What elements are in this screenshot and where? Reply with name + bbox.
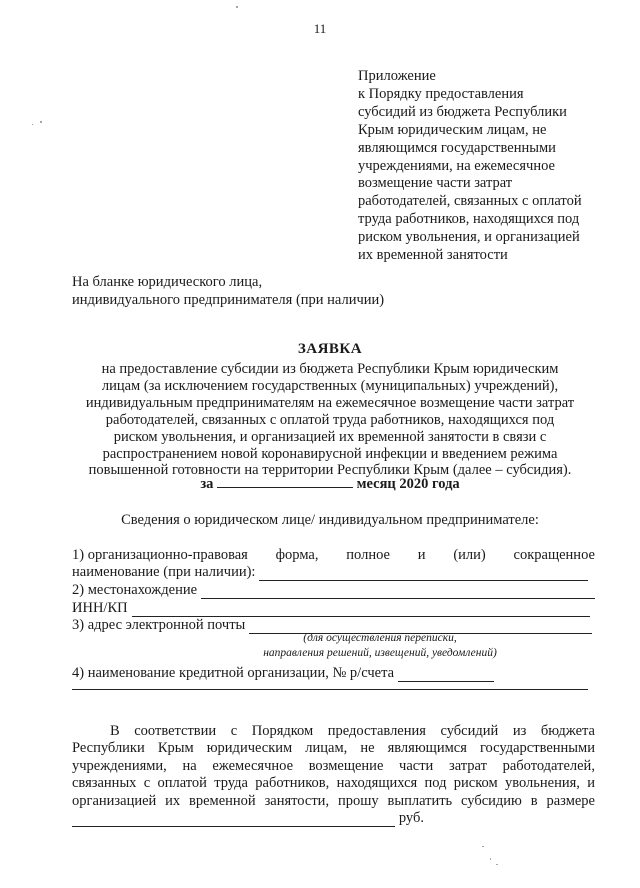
word: увольнения, — [505, 775, 580, 792]
page-number: 11 — [313, 21, 327, 36]
word: юридическим — [206, 740, 293, 757]
paragraph-line — [72, 740, 595, 757]
word: под — [424, 775, 447, 792]
appendix-line: их временной занятости — [358, 247, 508, 264]
word: ежемесячное — [212, 757, 294, 774]
field-3-label: 3) адрес электронной почты — [72, 617, 246, 633]
word: находящихся — [336, 775, 418, 792]
appendix-line: возмещение части затрат — [358, 175, 513, 192]
field-1-row — [72, 563, 588, 581]
word: субсидий — [440, 723, 499, 739]
field-2-label: 2) местонахождение — [72, 582, 198, 598]
word: соответствии — [134, 723, 217, 739]
letterhead-note — [72, 274, 384, 309]
word: на — [182, 757, 197, 774]
subtitle-line: работодателей, связанных с оплатой труда работников, находящихся под — [105, 411, 555, 428]
month-line — [60, 474, 600, 493]
letterhead-line: индивидуального предпринимателя (при наличии) — [72, 291, 385, 308]
appendix-line: риском увольнения, и организацией — [358, 229, 580, 246]
appendix-block — [358, 68, 608, 265]
word: занятости, — [264, 792, 330, 809]
scan-speck — [496, 864, 498, 865]
word: оплатой — [157, 775, 207, 792]
field-4-label: 4) наименование кредитной организации, № р/счета — [72, 665, 395, 681]
field-1-word: (или) — [453, 547, 486, 563]
word: труда — [214, 775, 248, 792]
month-prefix: за — [200, 476, 214, 492]
letterhead-line: На бланке юридического лица, — [72, 274, 263, 290]
field-1-word: и — [417, 547, 426, 563]
amount-input-line[interactable] — [72, 813, 395, 827]
month-blank[interactable] — [217, 474, 353, 488]
field-1-label-2: наименование (при наличии): — [72, 564, 256, 580]
field-1-word: сокращенное — [513, 547, 595, 563]
note-line: направления решений, извещений, уведомлений) — [263, 647, 497, 659]
inn-row — [72, 599, 590, 617]
word: временной — [189, 792, 256, 809]
appendix-line: труда работников, находящихся под — [358, 211, 580, 228]
field-1-label — [72, 546, 595, 564]
subtitle-line: повышенной готовности на территории Республики Крым (далее – субсидия). — [88, 462, 572, 479]
section-title: Сведения о юридическом лице/ индивидуальном предпринимателе: — [121, 512, 539, 528]
word: работодателей, — [502, 757, 595, 774]
word: с — [230, 723, 238, 739]
paragraph-line — [72, 775, 595, 792]
word: размере — [546, 792, 595, 809]
word: организацией — [72, 792, 157, 809]
subtitle-line: лицам (за исключением государственных (муниципальных) учреждений), — [101, 377, 559, 394]
subtitle-line: распространением новой коронавирусной инфекции и введением режима — [102, 445, 558, 462]
word: лицам, — [305, 740, 348, 757]
document-title: ЗАЯВКА — [297, 341, 363, 357]
org-name-input-line[interactable] — [259, 567, 588, 581]
field-3-note — [110, 631, 640, 661]
subtitle-line: риском увольнения, и организацией их временной занятости в связи с — [113, 428, 547, 445]
subtitle-line: на предоставление субсидии из бюджета Республики Крым юридическим — [101, 361, 559, 377]
field-1-word: форма, — [275, 547, 319, 563]
word: работников, — [255, 775, 330, 792]
bank-account-input-line[interactable] — [398, 668, 494, 682]
word: с — [143, 775, 151, 792]
paragraph-line — [72, 723, 595, 740]
field-2-row — [72, 581, 595, 599]
word: их — [165, 792, 181, 809]
word: выплатить — [387, 792, 453, 809]
word: связанных — [72, 775, 137, 792]
document-subtitle — [60, 361, 600, 479]
field-4-row — [72, 664, 494, 682]
field-1-word: полное — [346, 547, 390, 563]
paragraph-line — [72, 793, 595, 810]
scan-speck — [40, 121, 42, 123]
month-suffix: месяц 2020 года — [356, 476, 460, 492]
word: из — [512, 723, 527, 739]
word: Крым — [157, 740, 194, 757]
word: риском — [453, 775, 498, 792]
appendix-line: работодателей, связанных с оплатой — [358, 193, 582, 210]
word: бюджета — [540, 723, 595, 739]
word: учреждениями, — [72, 757, 167, 774]
word: являющимся — [387, 740, 467, 757]
word: В — [110, 723, 120, 739]
word: части — [399, 757, 434, 774]
scan-speck — [32, 124, 33, 125]
word: возмещение — [308, 757, 384, 774]
word: субсидию — [461, 792, 522, 809]
word: и — [587, 775, 595, 792]
currency-label: руб. — [398, 810, 424, 827]
word: затрат — [448, 757, 487, 774]
field-1-word: 1) организационно-правовая — [72, 547, 248, 563]
appendix-line: Крым юридическим лицам, не — [358, 121, 547, 138]
word: Порядком — [251, 723, 314, 739]
inn-input-line[interactable] — [132, 603, 590, 617]
scan-speck — [236, 6, 238, 8]
amount-row — [72, 810, 424, 827]
word: государственными — [479, 740, 595, 757]
appendix-line: Приложение — [358, 68, 436, 84]
word: прошу — [337, 792, 379, 809]
appendix-line: к Порядку предоставления — [358, 85, 524, 102]
request-paragraph — [72, 723, 595, 827]
subtitle-line: индивидуальным предпринимателям на ежемесячное возмещение части затрат — [85, 394, 575, 411]
field-4-extra-line[interactable] — [72, 689, 588, 690]
scan-speck — [490, 858, 491, 860]
word: в — [530, 792, 538, 809]
appendix-line: учреждениями, на ежемесячное — [358, 157, 555, 174]
appendix-line: являющимся государственными — [358, 139, 556, 156]
appendix-line: субсидий из бюджета Республики — [358, 103, 567, 120]
paragraph-line — [72, 758, 595, 775]
word: Республики — [72, 740, 145, 757]
scan-speck — [482, 846, 484, 847]
note-line: (для осуществления переписки, — [303, 632, 457, 644]
word: предоставления — [327, 723, 426, 739]
location-input-line[interactable] — [201, 585, 595, 599]
word: не — [360, 740, 375, 757]
inn-label: ИНН/КП — [72, 600, 128, 616]
